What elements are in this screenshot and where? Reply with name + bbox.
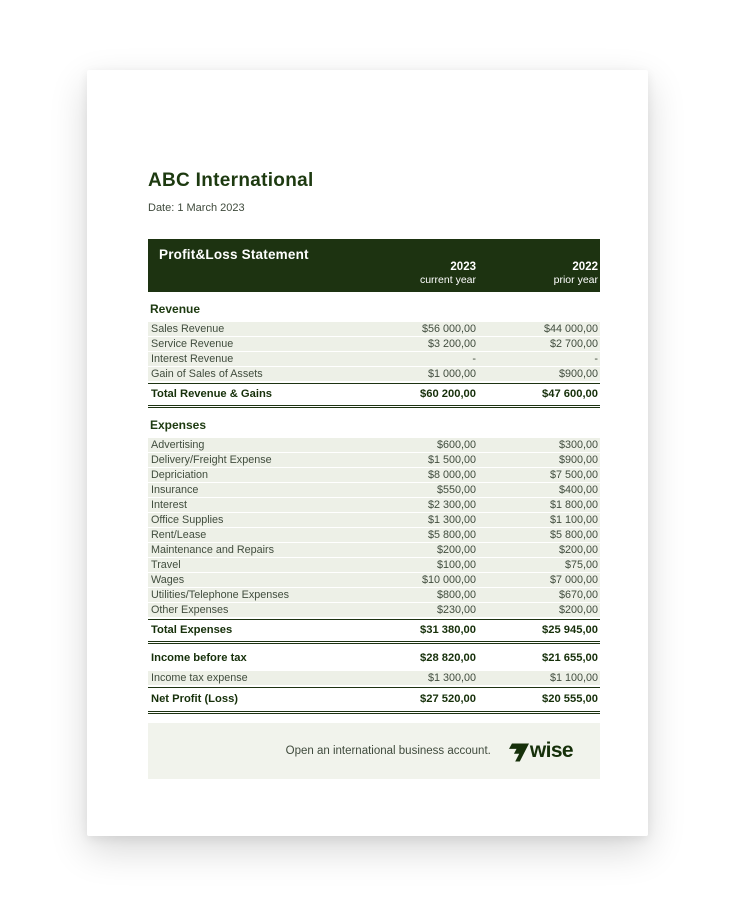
table-row xyxy=(148,588,600,602)
footer-cta-text[interactable]: Open an international business account. xyxy=(285,745,491,757)
row-value-prior: $200,00 xyxy=(558,544,598,556)
section-heading: Revenue xyxy=(150,302,201,316)
table-row xyxy=(148,453,600,467)
table-row xyxy=(148,498,600,512)
total-value-current: $31 380,00 xyxy=(420,624,476,636)
row-label: Net Profit (Loss) xyxy=(151,693,239,705)
row-value-prior: $900,00 xyxy=(558,454,598,466)
total-value-prior: $25 945,00 xyxy=(542,624,598,636)
row-value-prior: $75,00 xyxy=(564,559,598,571)
table-row xyxy=(148,367,600,381)
row-value-prior: $21 655,00 xyxy=(542,652,598,664)
row-label: Other Expenses xyxy=(151,604,229,616)
statement-title: Profit&Loss Statement xyxy=(159,247,309,262)
row-value-current: $10 000,00 xyxy=(421,574,476,586)
row-value-prior: $20 555,00 xyxy=(542,693,598,705)
row-value-current: $550,00 xyxy=(436,484,476,496)
column-subtitle: current year xyxy=(419,274,476,286)
row-value-current: $27 520,00 xyxy=(420,693,476,705)
row-value-prior: $7 000,00 xyxy=(549,574,598,586)
table-row xyxy=(148,543,600,557)
table-row xyxy=(148,603,600,617)
statement-header-bar xyxy=(148,239,600,292)
column-year: 2022 xyxy=(572,261,598,273)
revenue-rows xyxy=(148,322,600,381)
column-subtitle: prior year xyxy=(553,274,598,286)
table-row xyxy=(148,573,600,587)
row-label: Interest Revenue xyxy=(151,353,234,365)
row-value-prior: $5 800,00 xyxy=(549,529,598,541)
total-value-current: $60 200,00 xyxy=(420,388,476,400)
section-heading: Expenses xyxy=(150,418,207,432)
row-label: Maintenance and Repairs xyxy=(151,544,275,556)
document-page xyxy=(87,70,648,836)
table-row xyxy=(148,513,600,527)
table-row xyxy=(148,322,600,336)
row-value-prior: $1 800,00 xyxy=(549,499,598,511)
row-value-current: $56 000,00 xyxy=(421,323,476,335)
table-row xyxy=(148,352,600,366)
row-label: Service Revenue xyxy=(151,338,234,350)
total-revenue-row xyxy=(148,383,600,408)
row-value-prior: $670,00 xyxy=(558,589,598,601)
total-label: Total Revenue & Gains xyxy=(151,388,273,400)
row-value-current: $1 500,00 xyxy=(427,454,476,466)
section-expenses xyxy=(148,418,600,644)
row-label: Income tax expense xyxy=(151,672,248,684)
expense-rows xyxy=(148,438,600,617)
wise-wordmark: wise xyxy=(529,739,573,762)
total-value-prior: $47 600,00 xyxy=(542,388,598,400)
column-year: 2023 xyxy=(450,261,476,273)
row-label: Insurance xyxy=(151,484,199,496)
row-value-prior: $2 700,00 xyxy=(549,338,598,350)
row-value-prior: $300,00 xyxy=(558,439,598,451)
row-label: Advertising xyxy=(151,439,205,451)
row-value-current: $5 800,00 xyxy=(427,529,476,541)
row-label: Rent/Lease xyxy=(151,529,207,541)
row-value-prior: $1 100,00 xyxy=(549,514,598,526)
summary-section xyxy=(148,647,600,714)
company-name: ABC International xyxy=(148,170,314,191)
row-label: Utilities/Telephone Expenses xyxy=(151,589,290,601)
row-value-prior: $7 500,00 xyxy=(549,469,598,481)
row-label: Income before tax xyxy=(151,652,247,664)
row-value-current: $230,00 xyxy=(436,604,476,616)
row-value-prior: $1 100,00 xyxy=(549,672,598,684)
row-value-current: $200,00 xyxy=(436,544,476,556)
summary-row xyxy=(148,647,600,670)
row-value-current: $2 300,00 xyxy=(427,499,476,511)
table-row xyxy=(148,558,600,572)
wise-logo[interactable] xyxy=(509,740,573,762)
table-row xyxy=(148,528,600,542)
total-expenses-row xyxy=(148,619,600,644)
row-value-current: $800,00 xyxy=(436,589,476,601)
row-label: Travel xyxy=(151,559,181,571)
row-label: Wages xyxy=(151,574,185,586)
row-value-current: $1 300,00 xyxy=(427,672,476,684)
document-date: Date: 1 March 2023 xyxy=(148,202,245,214)
row-value-prior: - xyxy=(594,353,598,365)
total-label: Total Expenses xyxy=(151,624,233,636)
row-value-prior: $44 000,00 xyxy=(543,323,598,335)
row-label: Gain of Sales of Assets xyxy=(151,368,263,380)
row-label: Office Supplies xyxy=(151,514,224,526)
row-value-current: $600,00 xyxy=(436,439,476,451)
row-value-current: $8 000,00 xyxy=(427,469,476,481)
section-revenue xyxy=(148,302,600,408)
table-row xyxy=(148,438,600,452)
wise-fast-flag-icon xyxy=(509,740,529,762)
row-value-prior: $200,00 xyxy=(558,604,598,616)
row-value-current: $28 820,00 xyxy=(420,652,476,664)
row-value-prior: $900,00 xyxy=(558,368,598,380)
row-value-current: $1 000,00 xyxy=(427,368,476,380)
row-label: Interest xyxy=(151,499,188,511)
table-row xyxy=(148,337,600,351)
row-label: Sales Revenue xyxy=(151,323,225,335)
column-header-prior-year xyxy=(448,261,598,286)
row-value-current: $3 200,00 xyxy=(427,338,476,350)
row-value-current: $100,00 xyxy=(436,559,476,571)
row-value-prior: $400,00 xyxy=(558,484,598,496)
table-row xyxy=(148,483,600,497)
footer-banner xyxy=(148,723,600,779)
table-row xyxy=(148,468,600,482)
row-label: Depriciation xyxy=(151,469,209,481)
summary-row xyxy=(148,671,600,685)
row-label: Delivery/Freight Expense xyxy=(151,454,272,466)
row-value-current: - xyxy=(472,353,476,365)
row-value-current: $1 300,00 xyxy=(427,514,476,526)
summary-row xyxy=(148,687,600,714)
